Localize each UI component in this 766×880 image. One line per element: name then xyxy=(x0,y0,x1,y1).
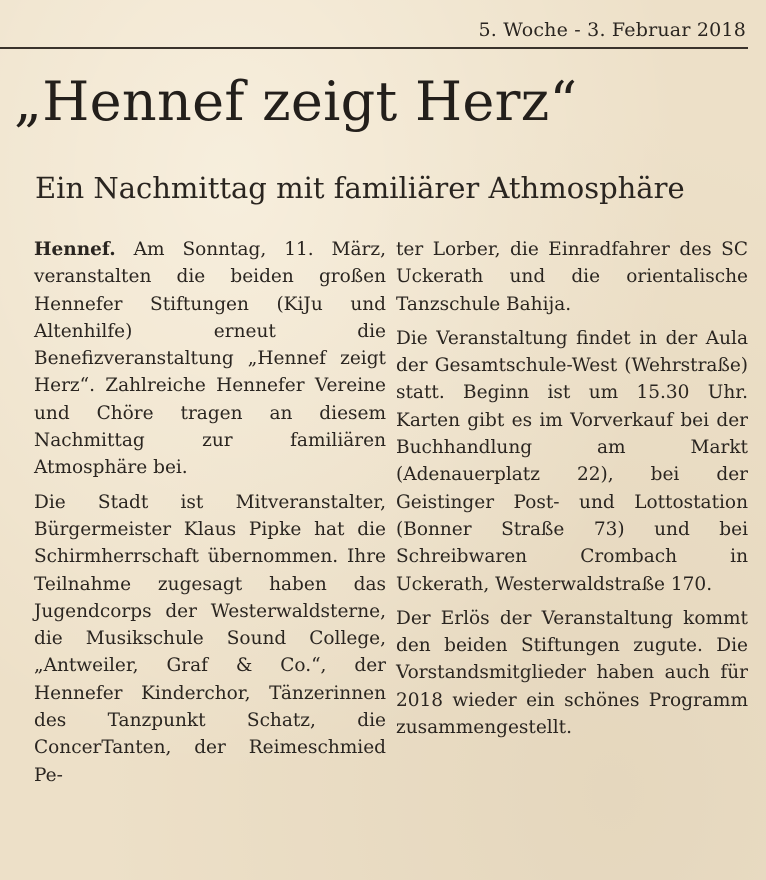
article-paragraph xyxy=(34,236,386,482)
header-rule xyxy=(0,47,748,49)
article-paragraph: ter Lorber, die Einradfahrer des SC Uckerath und die orientalische Tanzschule Bahija. xyxy=(396,239,748,315)
dateline-place: Hennef. xyxy=(34,239,116,260)
article-column-left xyxy=(34,236,386,789)
article-headline: „Hennef zeigt Herz“ xyxy=(14,70,578,133)
article-paragraph: Die Veranstaltung findet in der Aula der Gesamtschule-West (Wehrstraße) statt. Beginn ist um 15.30 Uhr. Karten gibt es im Vorverkauf bei der Buchhandlung am Markt (Adenauerplatz 22), bei der Geistinger Post- und Lottostation (Bonner Straße 73) und bei Schreibwaren Crombach in Uckerath, Westerwaldstraße 170. xyxy=(396,327,748,595)
article-paragraph: Die Stadt ist Mitveranstalter, Bürgermeister Klaus Pipke hat die Schirmherrschaft übernommen. Ihre Teilnahme zugesagt haben das Jugendcorps der Westerwaldsterne, die Musikschule Sound College, „Antweiler, Graf & Co.“, der Hennefer Kinderchor, Tänzerinnen des Tanzpunkt Schatz, die ConcerTanten, der Reimeschmied Pe- xyxy=(34,491,386,786)
article-subtitle: Ein Nachmittag mit familiärer Athmosphäre xyxy=(35,171,685,205)
paragraph-text: Am Sonntag, 11. März, veranstalten die beiden großen Hennefer Stiftungen (KiJu und Altenhilfe) erneut die Benefizveranstaltung „Hennef zeigt Herz“. Zahlreiche Hennefer Vereine und Chöre tragen an diesem Nachmittag zur familiären Atmosphäre bei. xyxy=(34,239,386,479)
issue-dateline: 5. Woche - 3. Februar 2018 xyxy=(478,19,746,41)
article-paragraph: Der Erlös der Veranstaltung kommt den beiden Stiftungen zugute. Die Vorstandsmitglieder haben auch für 2018 wieder ein schönes Programm zusammengestellt. xyxy=(396,607,748,739)
article-column-right xyxy=(396,236,748,741)
